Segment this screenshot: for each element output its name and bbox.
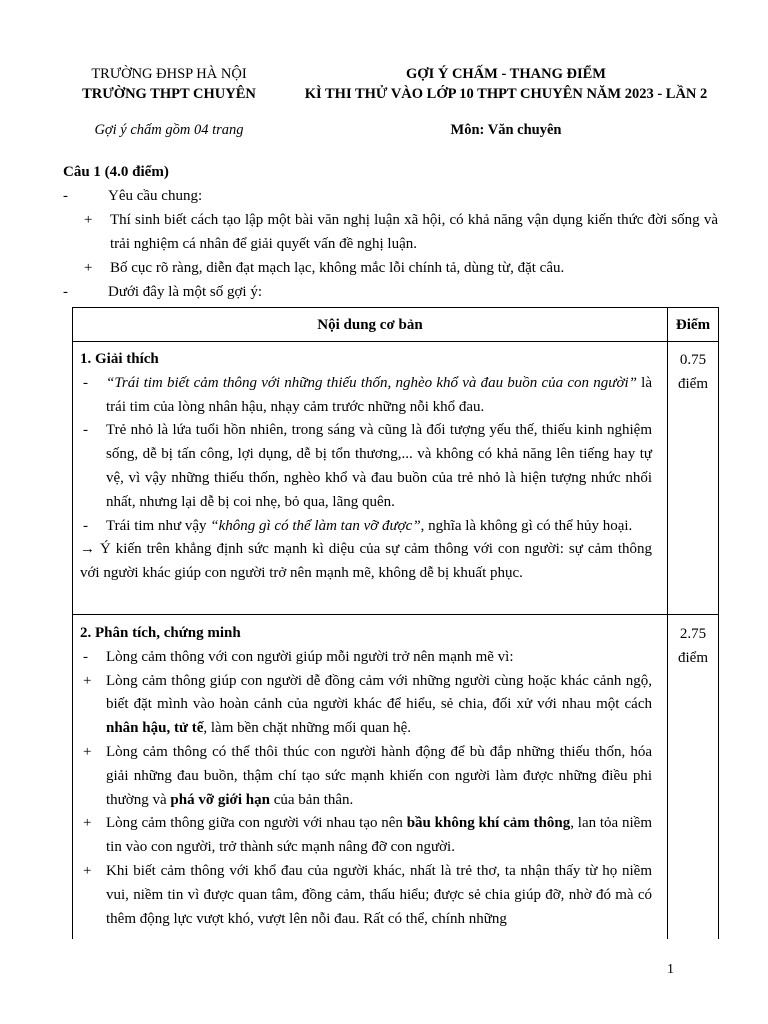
general-requirements-label: Yêu cầu chung: bbox=[108, 188, 203, 204]
requirement-2: Bố cục rõ ràng, diễn đạt mạch lạc, không mắc lỗi chính tả, dùng từ, đặt câu. bbox=[110, 260, 565, 276]
school-header bbox=[50, 64, 288, 140]
section-explain bbox=[80, 348, 652, 586]
list-item: - Trẻ nhỏ là lứa tuổi hồn nhiên, trong sáng và cũng là đối tượng yếu thế, thiếu kinh nghiệm sống, dễ bị tấn công, lợi dụng, dễ bị tổn thương,... và không có khả năng lên tiếng hay tự vệ, vì vậy những thiếu thốn, nghèo khổ và đau buồn của trẻ nhỏ là hiện tượng nhức nhối nhất, nhưng lại dễ bị coi nhẹ, bỏ qua, lãng quên. bbox=[83, 422, 652, 510]
page-number: 1 bbox=[667, 962, 674, 977]
quote-text: “không gì có thể làm tan vỡ được” bbox=[210, 517, 421, 534]
exam-title: KÌ THI THỬ VÀO LỚP 10 THPT CHUYÊN NĂM 2023 - LẦN 2 bbox=[304, 86, 708, 102]
requirement-1: Thí sinh biết cách tạo lập một bài văn nghị luận xã hội, có khả năng vận dụng kiến thức đời sống và trải nghiệm cá nhân để giải quyết vấn đề nghị luận. bbox=[110, 212, 718, 252]
suggest-dash: - bbox=[63, 284, 68, 300]
plus-bullet: + bbox=[84, 212, 93, 228]
list-item: - Trái tim như vậy “không gì có thể làm tan vỡ được”, nghĩa là không gì có thể hủy hoại. bbox=[83, 517, 633, 534]
document-header bbox=[276, 64, 736, 140]
school-name: TRƯỜNG THPT CHUYÊN bbox=[82, 86, 256, 102]
university-name: TRƯỜNG ĐHSP HÀ NỘI bbox=[91, 66, 247, 82]
section-heading: 2. Phân tích, chứng minh bbox=[80, 625, 241, 641]
list-item: + Lòng cảm thông giúp con người dễ đồng cảm với những người cùng hoặc khác cảnh ngộ, biết đặt mình vào hoàn cảnh của người khác để hiểu, sẻ chia, đối xử với nhau một cách nhân hậu, tử tế, làm bền chặt những mối quan hệ. bbox=[83, 672, 652, 737]
column-divider bbox=[667, 308, 668, 939]
scoring-table bbox=[72, 307, 719, 939]
page-count-note: Gợi ý chấm gồm 04 trang bbox=[94, 122, 244, 138]
list-item: - “Trái tim biết cảm thông với những thiếu thốn, nghèo khổ và đau buồn của con người” là trái tim của lòng nhân hậu, nhạy cảm trước những nỗi khổ đau. bbox=[83, 374, 653, 415]
section-heading: 1. Giải thích bbox=[80, 351, 159, 367]
subject-label: Môn: Văn chuyên bbox=[450, 122, 562, 138]
row-divider bbox=[73, 614, 718, 615]
general-dash: - bbox=[63, 188, 68, 204]
list-item: + Lòng cảm thông có thể thôi thúc con người hành động để bù đắp những thiếu thốn, hóa giải những đau buồn, thậm chí tạo sức mạnh khiến con người làm được những điều phi thường và phá vỡ giới hạn của bản thân. bbox=[83, 743, 652, 808]
conclusion-text: → Ý kiến trên khẳng định sức mạnh kì diệu của sự cảm thông với con người: sự cảm thông với người khác giúp con người trở nên mạnh mẽ, không dễ bị khuất phục. bbox=[80, 541, 652, 582]
score-section-2: 2.75 điểm bbox=[678, 626, 708, 666]
suggestions-label: Dưới đây là một số gợi ý: bbox=[108, 284, 262, 300]
list-item: + Khi biết cảm thông với khổ đau của người khác, nhất là trẻ thơ, ta nhận thấy từ họ niềm vui, niềm tin vì được quan tâm, đồng cảm, thấu hiểu; được sẻ chia giúp đỡ, nhờ đó mà có thêm động lực vượt khó, vượt lên nỗi đau. Rất có thể, chính những bbox=[83, 862, 652, 927]
quote-text: “Trái tim biết cảm thông với những thiếu thốn, nghèo khổ và đau buồn của con người” bbox=[106, 374, 637, 391]
plus-bullet: + bbox=[84, 260, 93, 276]
column-header-score: Điểm bbox=[675, 317, 711, 333]
header-divider bbox=[73, 341, 718, 342]
document-title: GỢI Ý CHẤM - THANG ĐIỂM bbox=[406, 66, 606, 82]
score-section-1: 0.75 điểm bbox=[678, 352, 708, 392]
section-analysis bbox=[80, 622, 652, 931]
question-title: Câu 1 (4.0 điểm) bbox=[63, 164, 169, 180]
list-item: - Lòng cảm thông với con người giúp mỗi người trở nên mạnh mẽ vì: bbox=[83, 648, 514, 665]
column-header-content: Nội dung cơ bản bbox=[317, 317, 423, 333]
list-item: + Lòng cảm thông giữa con người với nhau tạo nên bầu không khí cảm thông, lan tỏa niềm tin vào con người, trở thành sức mạnh nâng đỡ con người. bbox=[83, 815, 652, 856]
